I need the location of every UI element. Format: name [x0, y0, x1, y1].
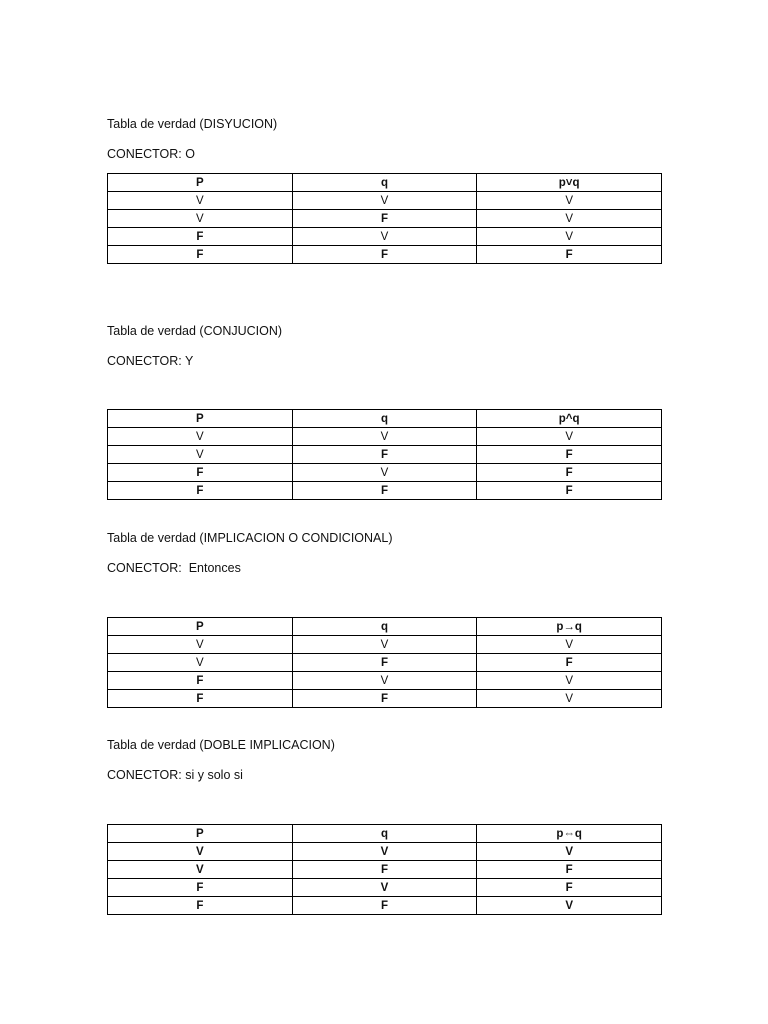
cell: V: [108, 654, 293, 672]
table-row: [108, 228, 662, 246]
table-row: [108, 464, 662, 482]
cell: F: [108, 879, 293, 897]
cell: V: [108, 210, 293, 228]
cell: V: [108, 843, 293, 861]
cell: F: [108, 246, 293, 264]
table-row: [108, 636, 662, 654]
cell: V: [477, 690, 662, 708]
cell: V: [292, 192, 477, 210]
cell: F: [477, 246, 662, 264]
cell: F: [108, 897, 293, 915]
table-row: [108, 446, 662, 464]
table-row: [108, 210, 662, 228]
table-header-row: [108, 174, 662, 192]
cell: F: [477, 482, 662, 500]
table-row: [108, 428, 662, 446]
header-cell-q: q: [292, 410, 477, 428]
header-cell-p: P: [108, 825, 293, 843]
cell: F: [292, 690, 477, 708]
table-row: [108, 672, 662, 690]
connector-label: CONECTOR: O: [107, 147, 195, 161]
section-title: Tabla de verdad (DISYUCION): [107, 117, 278, 131]
cell: V: [292, 843, 477, 861]
cell: V: [108, 636, 293, 654]
cell: F: [477, 879, 662, 897]
cell: F: [292, 897, 477, 915]
cell: F: [108, 690, 293, 708]
cell: F: [108, 672, 293, 690]
cell: F: [108, 228, 293, 246]
cell: F: [292, 210, 477, 228]
cell: V: [108, 446, 293, 464]
connector-label: CONECTOR: Y: [107, 354, 194, 368]
header-cell-q: q: [292, 618, 477, 636]
header-cell-result: p^q: [477, 410, 662, 428]
cell: F: [477, 446, 662, 464]
connector-label: CONECTOR: si y solo si: [107, 768, 243, 782]
cell: V: [477, 210, 662, 228]
table-row: [108, 654, 662, 672]
table-header-row: [108, 825, 662, 843]
section-title: Tabla de verdad (DOBLE IMPLICACION): [107, 738, 335, 752]
cell: F: [108, 482, 293, 500]
cell: F: [477, 464, 662, 482]
header-cell-p: P: [108, 410, 293, 428]
cell: F: [292, 246, 477, 264]
cell: V: [108, 428, 293, 446]
section-title: Tabla de verdad (IMPLICACION O CONDICIONAL): [107, 531, 393, 545]
cell: V: [477, 843, 662, 861]
cell: F: [292, 861, 477, 879]
cell: F: [477, 861, 662, 879]
cell: V: [477, 192, 662, 210]
cell: V: [477, 897, 662, 915]
table-header-row: [108, 410, 662, 428]
truth-table-doble-implicacion: [107, 824, 662, 915]
cell: F: [292, 654, 477, 672]
truth-table-implicacion: [107, 617, 662, 708]
header-cell-result: p→q: [477, 618, 662, 636]
cell: V: [108, 861, 293, 879]
header-cell-result: p⇔q: [477, 825, 662, 843]
header-cell-q: q: [292, 825, 477, 843]
table-row: [108, 879, 662, 897]
cell: V: [108, 192, 293, 210]
cell: F: [108, 464, 293, 482]
header-cell-result: p˅q: [477, 174, 662, 192]
header-cell-p: P: [108, 618, 293, 636]
header-cell-p: P: [108, 174, 293, 192]
cell: F: [292, 446, 477, 464]
table-row: [108, 897, 662, 915]
section-title: Tabla de verdad (CONJUCION): [107, 324, 283, 338]
cell: F: [292, 482, 477, 500]
cell: V: [292, 636, 477, 654]
cell: F: [477, 654, 662, 672]
truth-table-disyuncion: [107, 173, 662, 264]
table-row: [108, 246, 662, 264]
cell: V: [292, 672, 477, 690]
cell: V: [292, 428, 477, 446]
table-header-row: [108, 618, 662, 636]
truth-table-conjuncion: [107, 409, 662, 500]
cell: V: [477, 672, 662, 690]
connector-label: CONECTOR: Entonces: [107, 561, 241, 575]
table-row: [108, 192, 662, 210]
table-row: [108, 861, 662, 879]
table-row: [108, 843, 662, 861]
header-cell-q: q: [292, 174, 477, 192]
cell: V: [292, 879, 477, 897]
cell: V: [292, 464, 477, 482]
cell: V: [477, 636, 662, 654]
cell: V: [477, 228, 662, 246]
table-row: [108, 482, 662, 500]
cell: V: [477, 428, 662, 446]
cell: V: [292, 228, 477, 246]
table-row: [108, 690, 662, 708]
